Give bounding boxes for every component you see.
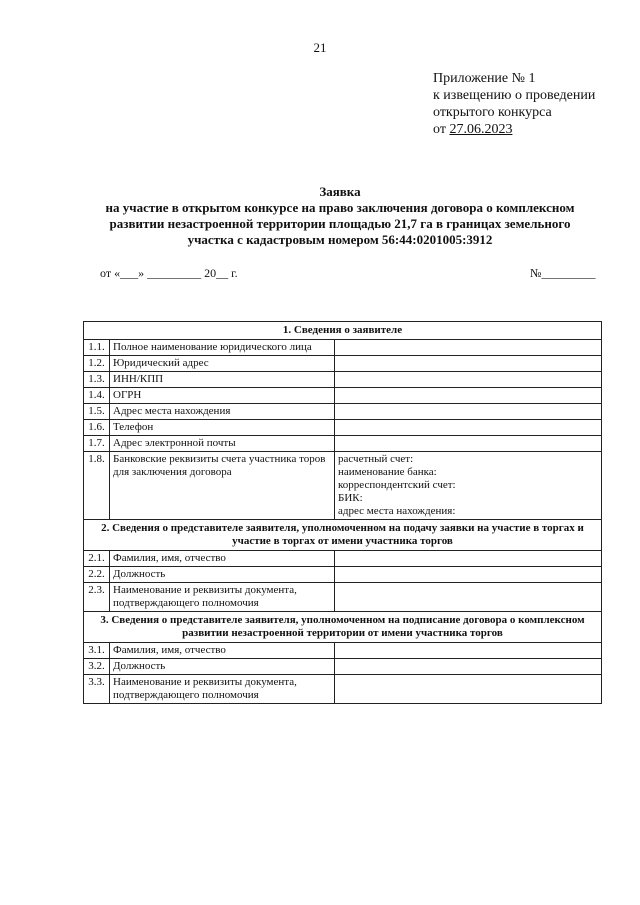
value-cell: [335, 436, 602, 452]
bank-details-row: [84, 452, 602, 520]
section-2-title: 2. Сведения о представителе заявителя, уполномоченном на подачу заявки на участие в торгах и участие в торгах от имени участника торгов: [84, 520, 602, 551]
table-row: [84, 420, 602, 436]
row-number: 1.4.: [84, 388, 110, 404]
row-number: 2.3.: [84, 583, 110, 612]
row-label: Должность: [110, 659, 335, 675]
table-row: [84, 372, 602, 388]
table-row: [84, 643, 602, 659]
table-row: [84, 551, 602, 567]
application-form-table: [83, 321, 602, 704]
bank-field-bank-name: наименование банка:: [338, 466, 437, 478]
bank-details-cell: [335, 452, 602, 520]
value-cell: [335, 340, 602, 356]
table-row: [84, 404, 602, 420]
application-number-line: №_________: [530, 266, 596, 280]
row-label: ИНН/КПП: [110, 372, 335, 388]
section-header-row: [84, 520, 602, 551]
title-line-3: развитии незастроенной территории площадью 21,7 га в границах земельного: [109, 216, 571, 231]
page-number: 21: [313, 40, 327, 55]
annex-line-3: открытого конкурса: [433, 105, 552, 120]
value-cell: [335, 356, 602, 372]
row-number: 3.1.: [84, 643, 110, 659]
table-row: [84, 356, 602, 372]
title-line-1: Заявка: [319, 184, 361, 199]
value-cell: [335, 420, 602, 436]
annex-date-line: [433, 121, 595, 138]
row-label: Фамилия, имя, отчество: [110, 551, 335, 567]
row-number: 1.8.: [84, 452, 110, 520]
title-line-2: на участие в открытом конкурсе на право заключения договора о комплексном: [105, 200, 575, 215]
table-row: [84, 567, 602, 583]
bank-field-account: расчетный счет:: [338, 453, 414, 465]
value-cell: [335, 583, 602, 612]
document-title: [70, 184, 610, 248]
row-number: 2.2.: [84, 567, 110, 583]
annex-line-1: Приложение № 1: [433, 71, 536, 86]
row-number: 1.3.: [84, 372, 110, 388]
application-date-line: от «___» _________ 20__ г.: [100, 266, 238, 280]
row-number: 1.7.: [84, 436, 110, 452]
row-label: ОГРН: [110, 388, 335, 404]
row-label: Телефон: [110, 420, 335, 436]
value-cell: [335, 567, 602, 583]
row-number: 1.2.: [84, 356, 110, 372]
row-label: Фамилия, имя, отчество: [110, 643, 335, 659]
table-row: [84, 388, 602, 404]
section-1-title: 1. Сведения о заявителе: [84, 322, 602, 340]
row-number: 2.1.: [84, 551, 110, 567]
section-3-title: 3. Сведения о представителе заявителя, уполномоченном на подписание договора о комплексном развитии незастроенной территории от имени участника торгов: [84, 612, 602, 643]
table-row: [84, 436, 602, 452]
section-header-row: [84, 322, 602, 340]
bank-field-address: адрес места нахождения:: [338, 505, 456, 517]
row-number: 1.6.: [84, 420, 110, 436]
row-number: 3.2.: [84, 659, 110, 675]
row-number: 3.3.: [84, 675, 110, 704]
bank-field-corr-account: корреспондентский счет:: [338, 479, 456, 491]
annex-date-prefix: от: [433, 122, 450, 137]
row-number: 1.5.: [84, 404, 110, 420]
section-header-row: [84, 612, 602, 643]
row-label: Полное наименование юридического лица: [110, 340, 335, 356]
row-label: Адрес электронной почты: [110, 436, 335, 452]
row-label: Наименование и реквизиты документа, подтверждающего полномочия: [110, 675, 335, 704]
bank-field-bik: БИК:: [338, 492, 363, 504]
row-label: Наименование и реквизиты документа, подтверждающего полномочия: [110, 583, 335, 612]
row-label: Должность: [110, 567, 335, 583]
row-label: Банковские реквизиты счета участника торов для заключения договора: [110, 452, 335, 520]
row-label: Юридический адрес: [110, 356, 335, 372]
table-row: [84, 340, 602, 356]
table-row: [84, 675, 602, 704]
value-cell: [335, 675, 602, 704]
annex-block: [433, 70, 595, 138]
value-cell: [335, 404, 602, 420]
annex-date: 27.06.2023: [449, 122, 513, 137]
annex-line-2: к извещению о проведении: [433, 88, 596, 103]
value-cell: [335, 643, 602, 659]
value-cell: [335, 388, 602, 404]
value-cell: [335, 372, 602, 388]
table-row: [84, 659, 602, 675]
row-number: 1.1.: [84, 340, 110, 356]
table-row: [84, 583, 602, 612]
value-cell: [335, 659, 602, 675]
row-label: Адрес места нахождения: [110, 404, 335, 420]
value-cell: [335, 551, 602, 567]
title-line-4: участка с кадастровым номером 56:44:0201005:3912: [187, 232, 493, 247]
